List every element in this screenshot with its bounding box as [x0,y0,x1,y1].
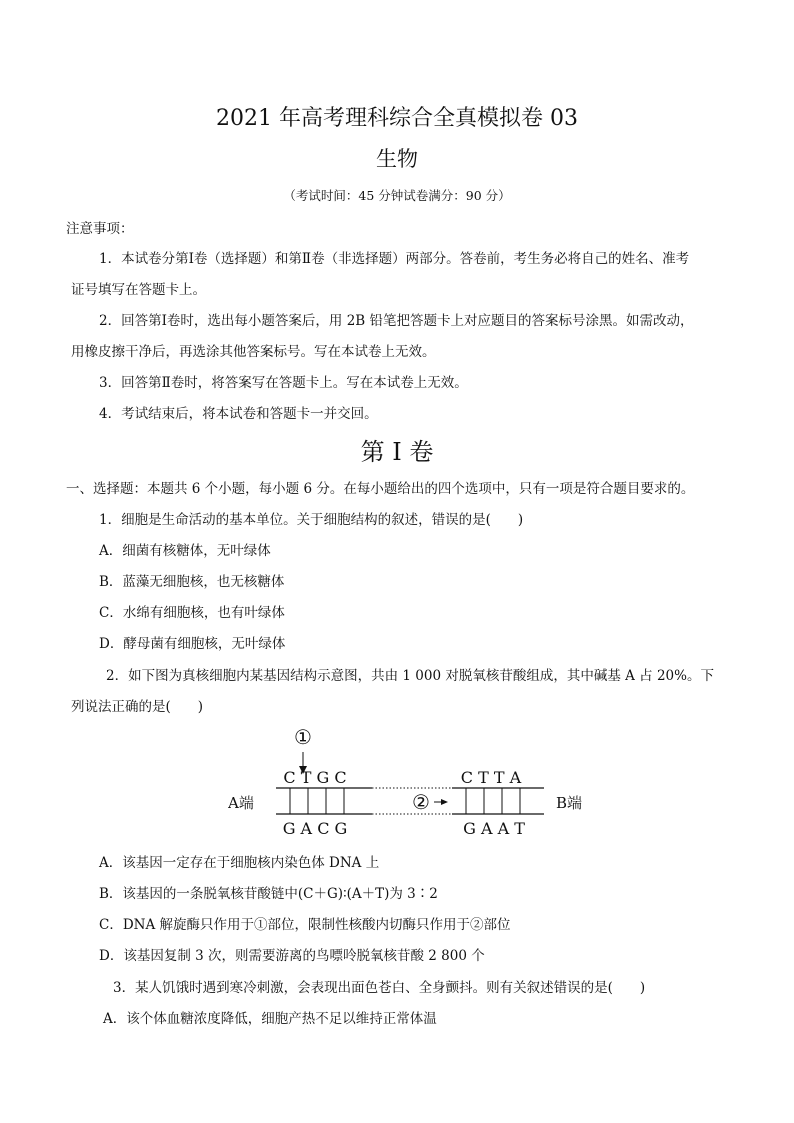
gene-structure-diagram [228,724,596,842]
left-end-label: A端 [228,794,254,812]
q1-option-c: C．水绵有细胞核，也有叶绿体 [99,605,285,621]
notice-item-1-cont: 证号填写在答题卡上。 [71,282,206,298]
left-strand [276,788,372,814]
q2-option-d: D．该基因复制 3 次，则需要游离的鸟嘌呤脱氧核苷酸 2 800 个 [99,948,485,964]
notice-item-4: 4．考试结束后，将本试卷和答题卡一并交回。 [99,406,378,422]
q1-option-d: D．酵母菌有细胞核，无叶绿体 [99,636,286,652]
notice-item-2-cont: 用橡皮擦干净后，再选涂其他答案标号。写在本试卷上无效。 [71,344,436,360]
right-strand [452,788,544,814]
q2-option-b: B．该基因的一条脱氧核苷酸链中(C＋G)∶(A＋T)为 3∶2 [99,886,438,902]
top-right-bases: C T T A [460,768,522,787]
q1-option-b: B．蓝藻无细胞核，也无核糖体 [99,574,285,590]
q1-option-a: A．细菌有核糖体，无叶绿体 [99,543,271,559]
notice-item-3: 3．回答第Ⅱ卷时，将答案写在答题卡上。写在本试卷上无效。 [99,375,468,391]
page-title: 2021 年高考理科综合全真模拟卷 03 [216,106,578,131]
right-end-label: B端 [556,794,583,812]
q2-option-c: C．DNA 解旋酶只作用于①部位，限制性核酸内切酶只作用于②部位 [99,917,511,933]
q2-stem-cont: 列说法正确的是( ) [71,699,204,715]
q2-option-a: A．该基因一定存在于细胞核内染色体 DNA 上 [99,855,380,871]
notice-heading: 注意事项： [66,221,134,237]
q3-option-a: A．该个体血糖浓度降低，细胞产热不足以维持正常体温 [103,1011,437,1027]
subject-title: 生物 [376,147,418,171]
section-instruction: 一、选择题：本题共 6 个小题，每小题 6 分。在每小题给出的四个选项中，只有一项是符合题目要求的。 [66,481,695,497]
arrow-2-head [441,799,448,805]
q1-stem: 1．细胞是生命活动的基本单位。关于细胞结构的叙述，错误的是( ) [99,512,524,528]
q3-stem: 3．某人饥饿时遇到寒冷刺激，会表现出面色苍白、全身颤抖。则有关叙述错误的是( ) [113,980,646,996]
section-title: 第 I 卷 [360,438,434,466]
marker-1: ① [294,725,312,749]
q2-stem: 2．如下图为真核细胞内某基因结构示意图，共由 1 000 对脱氧核苷酸组成，其中碱基 A 占 20%。下 [106,668,714,684]
exam-info: （考试时间：45 分钟试卷满分：90 分） [283,188,511,203]
notice-item-1: 1．本试卷分第Ⅰ卷（选择题）和第Ⅱ卷（非选择题）两部分。答卷前，考生务必将自己的姓名、准考 [99,251,690,267]
bottom-right-bases: G A A T [463,819,525,838]
bottom-left-bases: G A C G [282,819,348,838]
notice-item-2: 2．回答第Ⅰ卷时，选出每小题答案后，用 2B 铅笔把答题卡上对应题目的答案标号涂黑。如需改动， [99,313,694,329]
marker-2: ② [412,790,430,814]
top-left-bases: C T G C [283,768,347,787]
